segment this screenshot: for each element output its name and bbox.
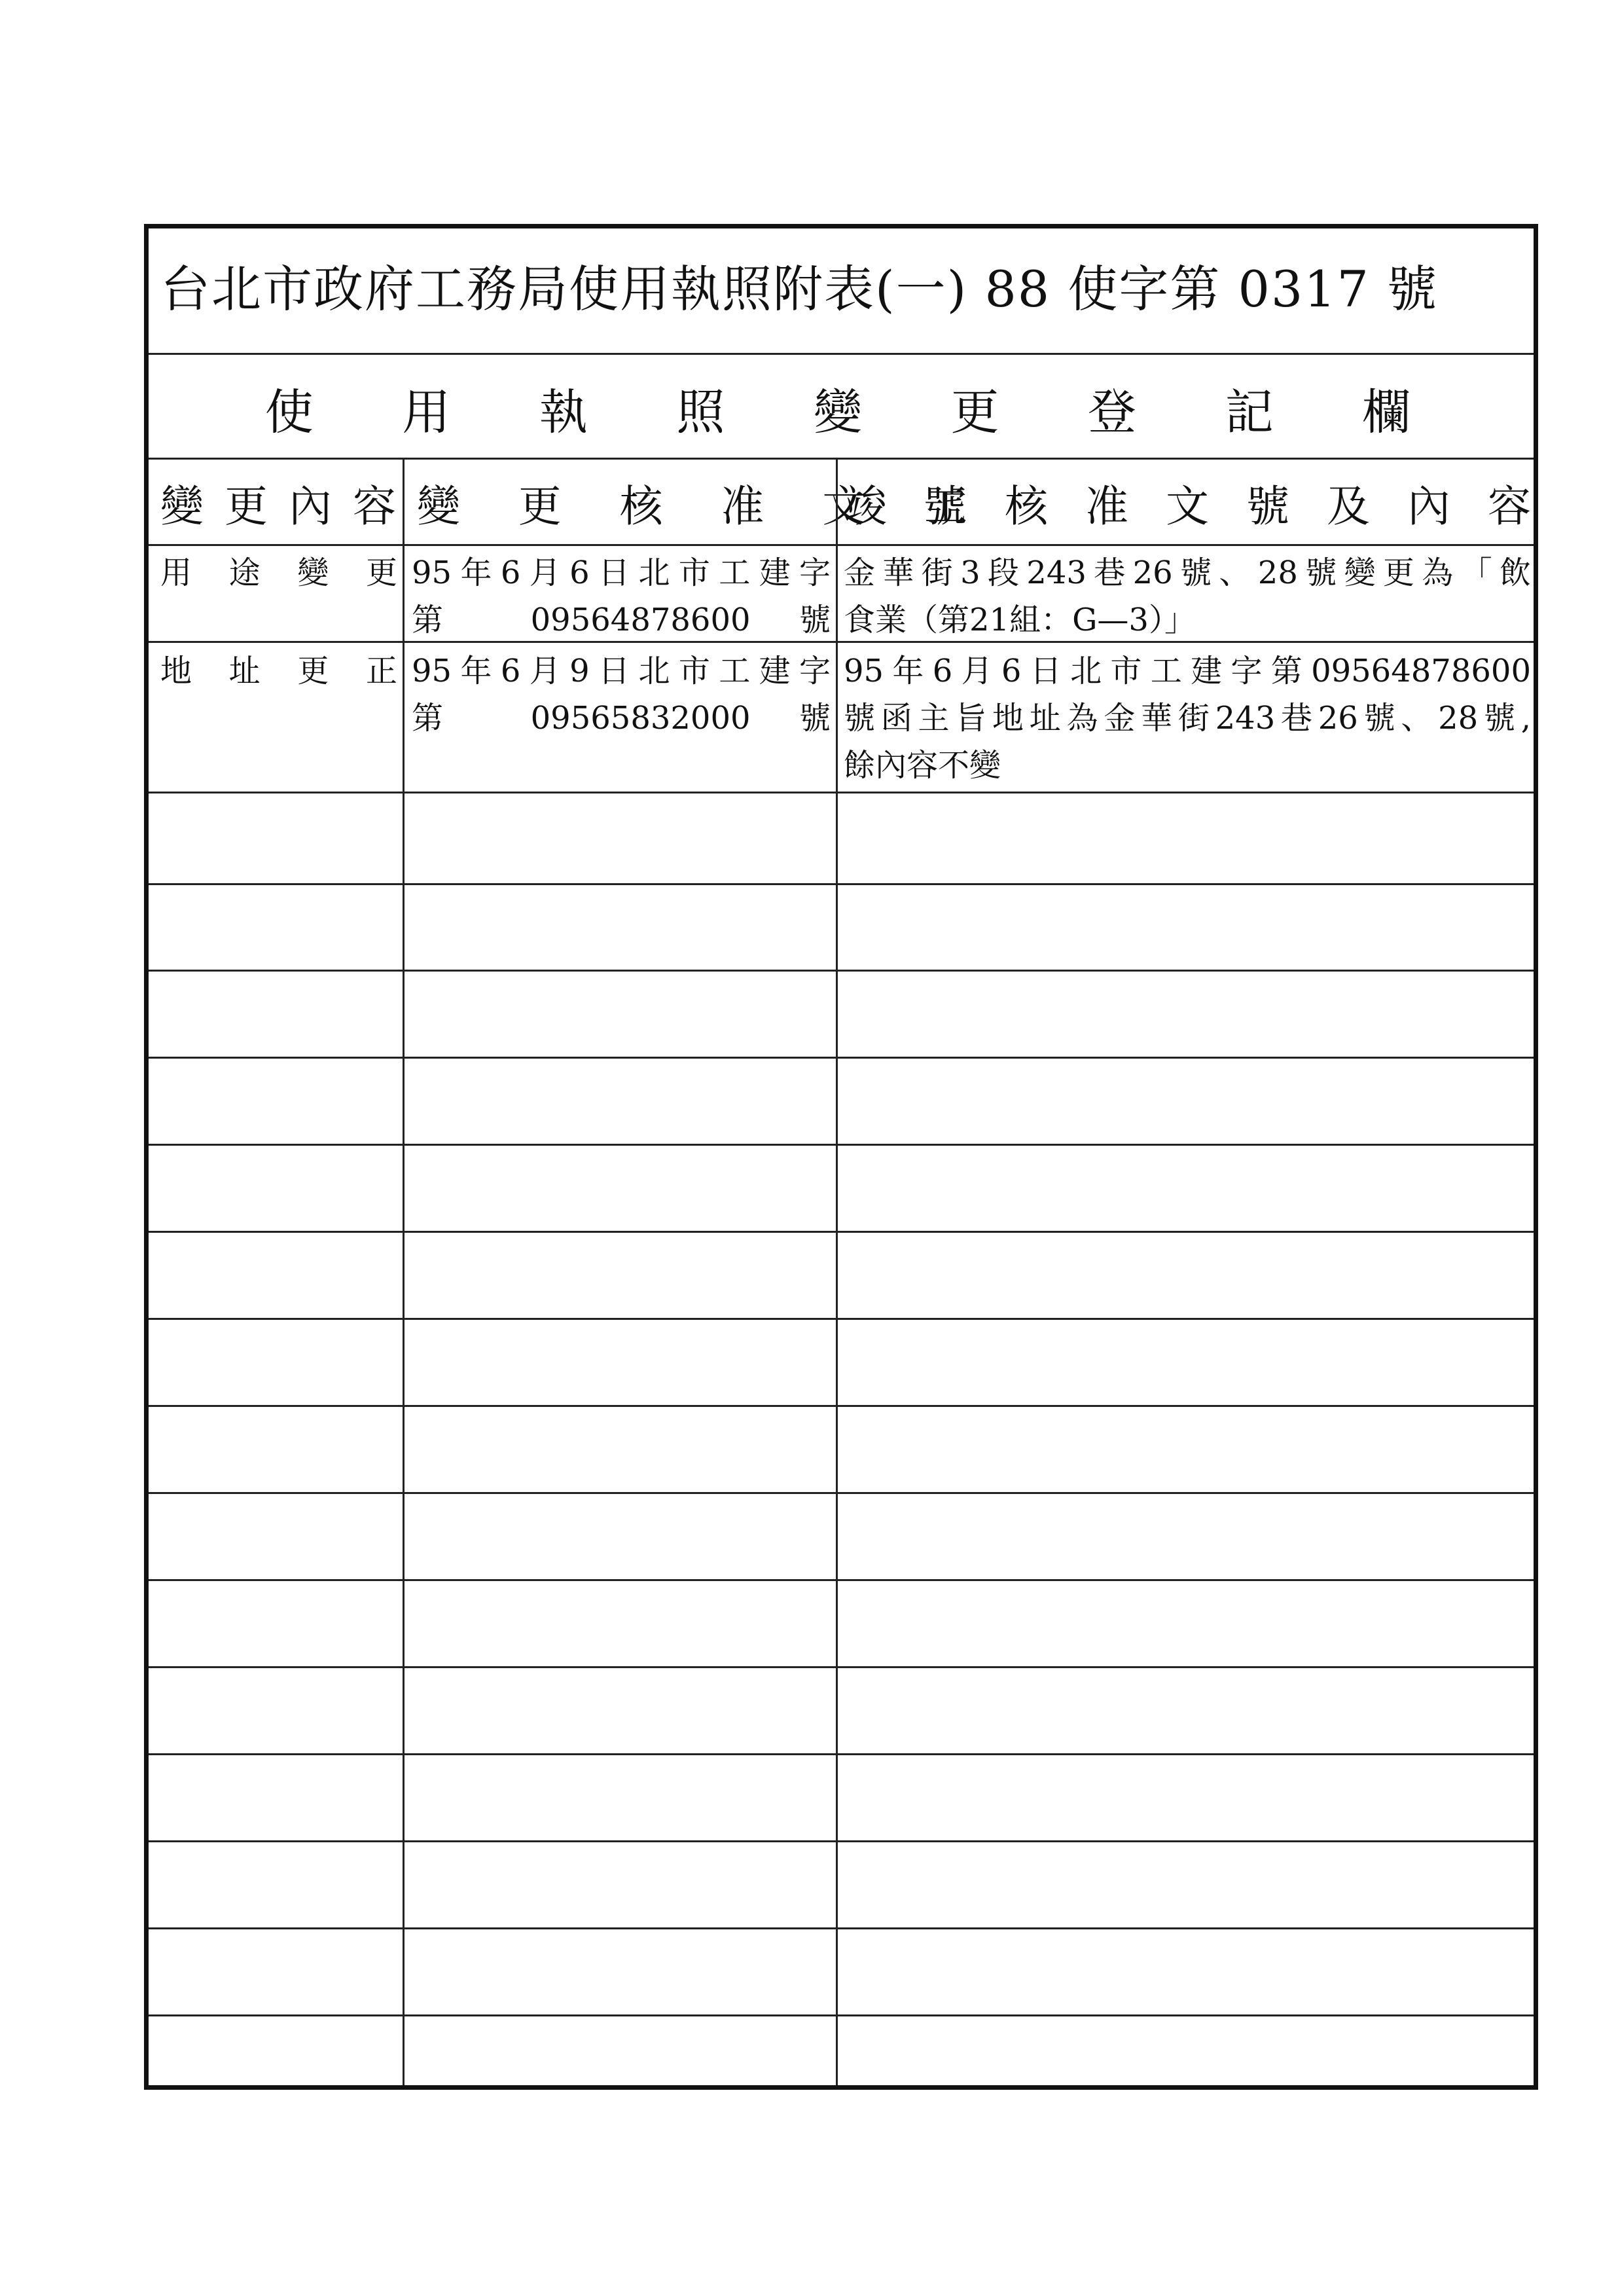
section-heading (149, 359, 1534, 458)
heading-char: 更 (950, 384, 999, 441)
row1-completion-line2: 食業（第21組：G—3）」 (844, 602, 1196, 638)
row2-completion-line1: 95年6月6日北市工建字第09564878600 (844, 653, 1531, 689)
heading-char: 執 (539, 384, 588, 441)
empty-row-line (149, 1492, 1534, 1494)
header-approval-no: 變更核准文號 (417, 481, 967, 532)
row1-approval-line2: 第 09564878600 號 (412, 602, 831, 638)
divider (149, 353, 1534, 355)
heading-char: 欄 (1362, 384, 1411, 441)
empty-row-line (149, 883, 1534, 885)
column-divider (403, 458, 404, 2085)
row1-completion-line1: 金華街3段243巷26號、28號變更為「飲 (844, 555, 1531, 591)
row1-approval-line1: 95年6月6日北市工建字 (412, 555, 831, 591)
empty-row-line (149, 1753, 1534, 1755)
row2-completion (844, 647, 1531, 789)
row2-approval-no (412, 647, 831, 742)
row2-approval-line2: 第 09565832000 號 (412, 700, 831, 737)
heading-char: 變 (813, 384, 862, 441)
empty-row-line (149, 1231, 1534, 1233)
empty-row-line (149, 1666, 1534, 1668)
heading-char: 用 (402, 384, 451, 441)
header-content: 變更內容 (160, 481, 396, 532)
empty-row-line (149, 2014, 1534, 2016)
empty-row-line (149, 1057, 1534, 1059)
divider (149, 792, 1534, 793)
row1-content: 用途變更 (160, 555, 397, 591)
empty-row-line (149, 970, 1534, 972)
heading-char: 照 (676, 384, 725, 441)
license-attachment-form (144, 224, 1538, 2090)
divider (149, 458, 1534, 460)
heading-char: 使 (264, 384, 314, 441)
form-title: 台北市政府工務局使用執照附表(一) 88 使字第 0317 號 (160, 260, 1439, 318)
row2-completion-line3: 餘內容不變 (844, 747, 1001, 784)
row2-completion-line2: 號函主旨地址為金華街243巷26號、28號, (844, 700, 1531, 737)
empty-row-line (149, 1579, 1534, 1581)
empty-row-line (149, 1144, 1534, 1146)
row1-completion (844, 549, 1531, 644)
row1-approval-no (412, 549, 831, 644)
empty-row-line (149, 1927, 1534, 1929)
heading-char: 記 (1225, 384, 1274, 441)
empty-row-line (149, 1840, 1534, 1842)
header-completion: 竣工核准文號及內容 (844, 481, 1531, 532)
row2-approval-line1: 95年6月9日北市工建字 (412, 653, 831, 689)
divider (149, 544, 1534, 546)
empty-row-line (149, 1318, 1534, 1320)
row2-content: 地址更正 (160, 653, 397, 689)
empty-row-line (149, 1405, 1534, 1407)
heading-char: 登 (1088, 384, 1137, 441)
divider (149, 641, 1534, 643)
column-divider (836, 458, 838, 2085)
